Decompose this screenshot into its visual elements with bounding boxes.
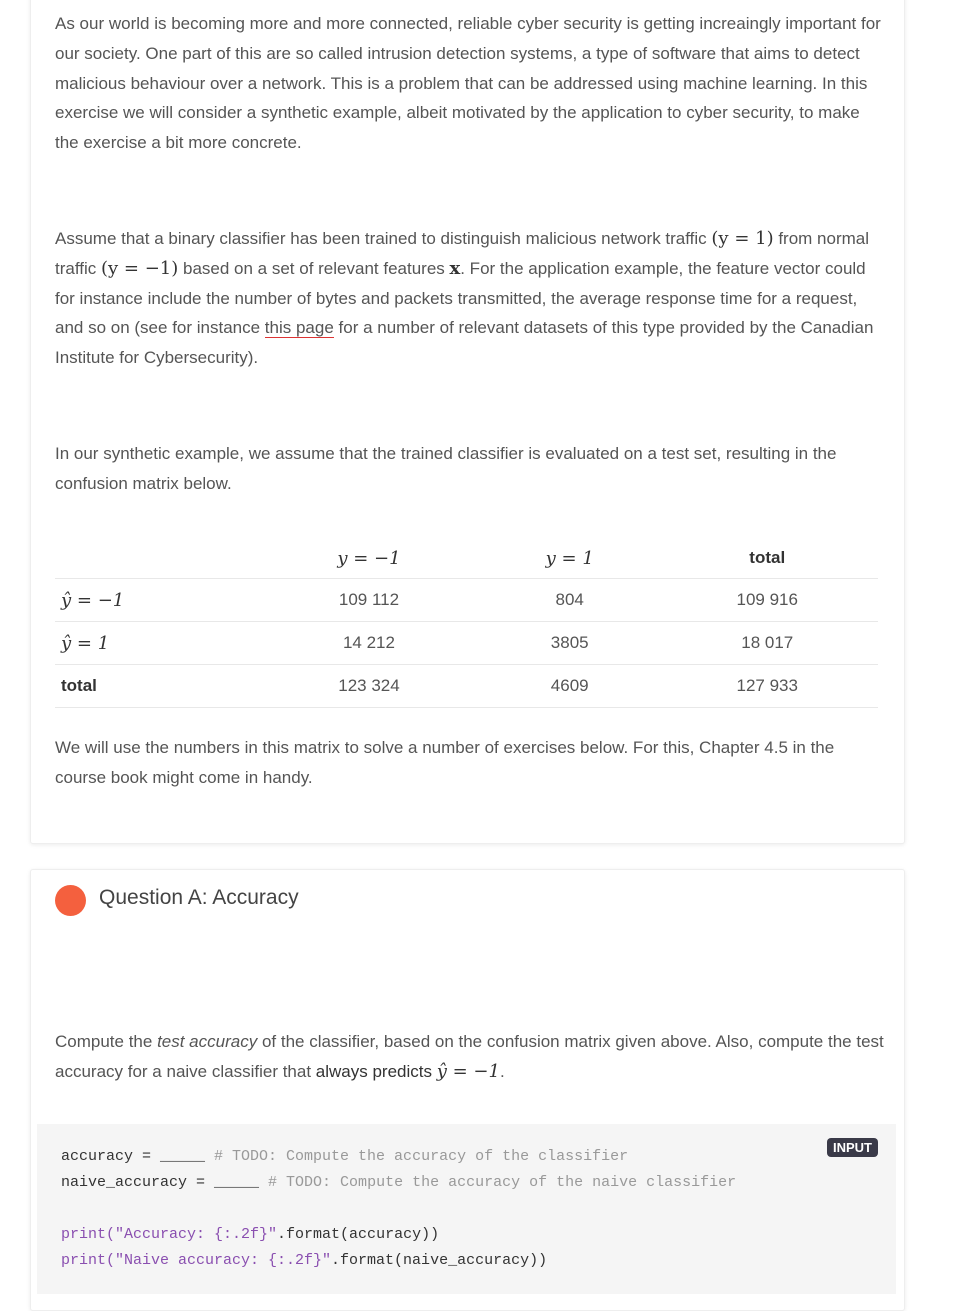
cell: 804 — [483, 579, 657, 622]
intro-paragraph-1: As our world is becoming more and more connected, reliable cyber security is getting increaingly important for our society. One part of this are so called intrusion detection systems, a type of software that aims to detect malicious behaviour over a network. This is a problem that can be addressed using machine learning. In this exercise we will consider a synthetic example, albeit motivated by the application to cyber security, to make the exercise a bit more concrete. — [55, 14, 881, 153]
text: of the classifier, based on the confusion matrix given above. Also, compute the test accuracy for a naive classifier that — [55, 1032, 884, 1081]
row-label: total — [55, 665, 255, 708]
math: (y = 1) — [711, 228, 774, 249]
strong-text: always predicts — [315, 1061, 432, 1081]
header-cell — [55, 538, 255, 579]
intro-paragraph-4: We will use the numbers in this matrix to solve a number of exercises below. For this, Chapter 4.5 in the course book might come in handy. — [55, 738, 835, 787]
text: Assume that a binary classifier has been trained to distinguish malicious network traffic — [55, 229, 712, 248]
header-cell: y = 1 — [483, 538, 657, 579]
confusion-matrix — [55, 538, 878, 708]
cell: 123 324 — [255, 665, 483, 708]
text: . — [499, 1061, 505, 1081]
row-label: ŷ = 1 — [55, 622, 255, 665]
emphasis: test accuracy — [157, 1032, 258, 1051]
code: .format(naive_accuracy)) — [331, 1252, 548, 1269]
dataset-link[interactable]: this page — [264, 318, 334, 338]
text: based on a set of relevant features — [178, 258, 450, 278]
header-cell: y = −1 — [255, 538, 483, 579]
code-editor[interactable] — [61, 1144, 736, 1274]
code: .format(accuracy)) — [277, 1226, 440, 1243]
cell: 14 212 — [255, 622, 483, 665]
text: for a number of relevant datasets of this type provided by the Canadian Institute for Cybersecurity). — [55, 318, 874, 368]
text: from normal traffic — [55, 229, 870, 278]
table-row — [55, 579, 878, 622]
row-label: ŷ = −1 — [55, 579, 255, 622]
cell: 109 916 — [656, 579, 878, 622]
input-badge: INPUT — [827, 1138, 878, 1157]
intro-paragraph-3: In our synthetic example, we assume that the trained classifier is evaluated on a test set, resulting in the confusion matrix below. — [55, 444, 837, 493]
cell: 3805 — [483, 622, 657, 665]
comment: # TODO: Compute the accuracy of the naive classifier — [268, 1174, 737, 1191]
text: Compute the — [55, 1032, 158, 1051]
text: . For the application example, the feature vector could for instance include the number of bytes and packets transmitted, the average response time for a request, and so on (see for instance — [55, 258, 866, 338]
header-cell: total — [656, 538, 878, 579]
cell: 127 933 — [656, 665, 878, 708]
comment: # TODO: Compute the accuracy of the classifier — [214, 1148, 629, 1165]
table-row — [55, 622, 878, 665]
table-row — [55, 665, 878, 708]
code: print("Naive accuracy: {:.2f}" — [61, 1252, 332, 1269]
question-title: Question A: Accuracy — [99, 886, 299, 909]
table-header-row — [55, 538, 878, 579]
cell: 109 112 — [255, 579, 483, 622]
math: x — [449, 257, 461, 279]
question-text — [55, 1027, 885, 1087]
code: print("Accuracy: {:.2f}" — [61, 1226, 278, 1243]
math: (y = −1) — [100, 257, 179, 279]
code: naive_accuracy = _____ — [61, 1174, 269, 1191]
status-dot-icon — [55, 885, 86, 916]
code: accuracy = _____ — [61, 1148, 215, 1165]
math: ŷ = −1 — [436, 1060, 500, 1082]
code-input-cell[interactable] — [37, 1124, 896, 1294]
intro-paragraph-2 — [55, 224, 885, 373]
cell: 4609 — [483, 665, 657, 708]
cell: 18 017 — [656, 622, 878, 665]
